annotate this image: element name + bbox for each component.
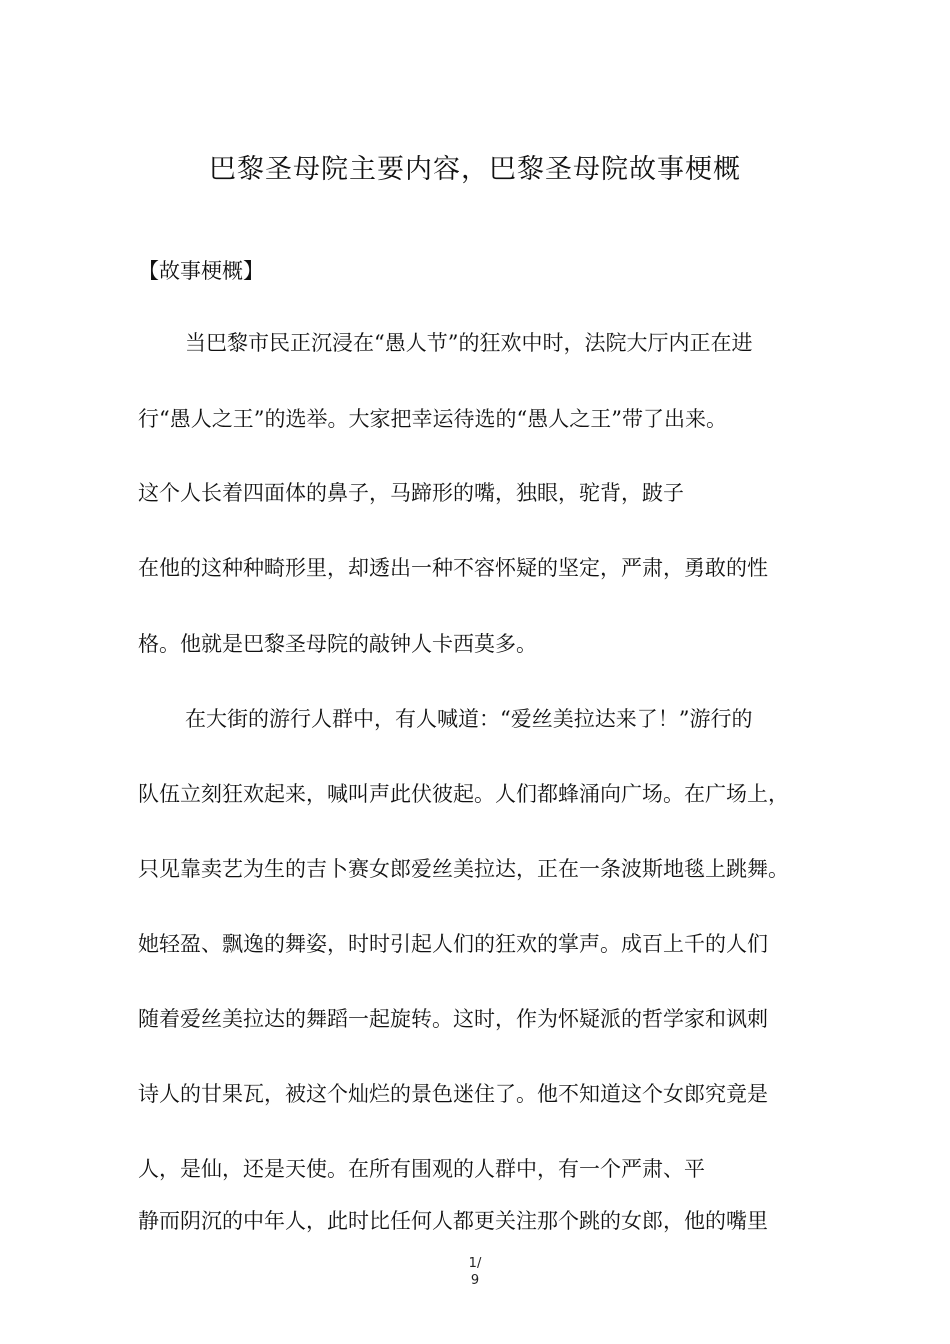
paragraph-line: 行“愚人之王”的选举。大家把幸运待选的“愚人之王”带了出来。 — [138, 407, 727, 431]
section-heading: 【故事梗概】 — [138, 259, 264, 283]
paragraph-line: 这个人长着四面体的鼻子，马蹄形的嘴，独眼，驼背，跛子 — [138, 481, 684, 505]
paragraph-line: 静而阴沉的中年人，此时比任何人都更关注那个跳的女郎，他的嘴里 — [138, 1209, 768, 1233]
page-number-bottom: 9 — [470, 1273, 480, 1288]
paragraph-line: 队伍立刻狂欢起来，喊叫声此伏彼起。人们都蜂涌向广场。在广场上， — [138, 782, 789, 806]
paragraph-line: 在大街的游行人群中，有人喊道：“爱丝美拉达来了！”游行的 — [185, 707, 753, 731]
paragraph-line: 随着爱丝美拉达的舞蹈一起旋转。这时，作为怀疑派的哲学家和讽刺 — [138, 1007, 768, 1031]
document-title: 巴黎圣母院主要内容，巴黎圣母院故事梗概 — [209, 154, 741, 185]
paragraph-line: 格。他就是巴黎圣母院的敲钟人卡西莫多。 — [138, 632, 537, 656]
paragraph-line: 当巴黎市民正沉浸在“愚人节”的狂欢中时，法院大厅内正在进 — [185, 331, 753, 355]
paragraph-line: 在他的这种种畸形里，却透出一种不容怀疑的坚定，严肃，勇敢的性 — [138, 556, 768, 580]
paragraph-line: 人，是仙，还是天使。在所有围观的人群中，有一个严肃、平 — [138, 1157, 705, 1181]
paragraph-line: 诗人的甘果瓦，被这个灿烂的景色迷住了。他不知道这个女郎究竟是 — [138, 1082, 768, 1106]
paragraph-line: 她轻盈、飘逸的舞姿，时时引起人们的狂欢的掌声。成百上千的人们 — [138, 932, 768, 956]
paragraph-line: 只见靠卖艺为生的吉卜赛女郎爱丝美拉达，正在一条波斯地毯上跳舞。 — [138, 857, 789, 881]
page-number-top: 1/ — [468, 1256, 482, 1271]
